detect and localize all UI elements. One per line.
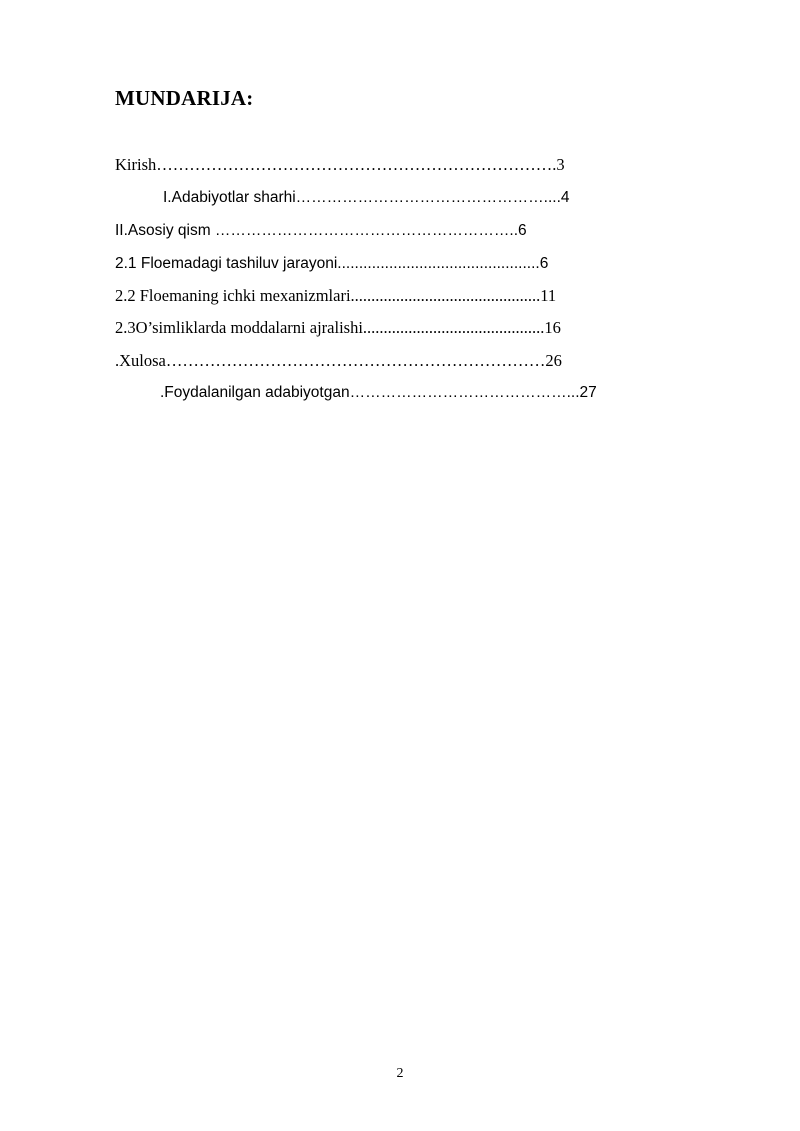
- toc-entry-asosiy-qism: II.Asosiy qism …………………………………………………..6: [115, 222, 527, 239]
- toc-entry-adabiyotlar-sharhi: I.Adabiyotlar sharhi…………………………………………....4: [163, 189, 570, 206]
- toc-title: MUNDARIJA:: [115, 86, 254, 110]
- toc-entry-floemadagi-tashiluv: 2.1 Floemadagi tashiluv jarayoni...............................................6: [115, 255, 549, 272]
- toc-entry-foydalanilgan-adabiyotlar: .Foydalanilgan adabiyotgan……………………………………...27: [160, 384, 597, 401]
- toc-entry-kirish: Kirish……………………………………………………………….3: [115, 155, 565, 174]
- toc-entry-floemaning-mexanizmlari: 2.2 Floemaning ichki mexanizmlari..............................................11: [115, 286, 557, 305]
- page-number: 2: [396, 1066, 404, 1081]
- toc-entry-xulosa: .Xulosa……………………………………………………………26: [115, 351, 562, 370]
- toc-entry-moddalarni-ajralishi: 2.3O’simliklarda moddalarni ajralishi............................................16: [115, 318, 561, 337]
